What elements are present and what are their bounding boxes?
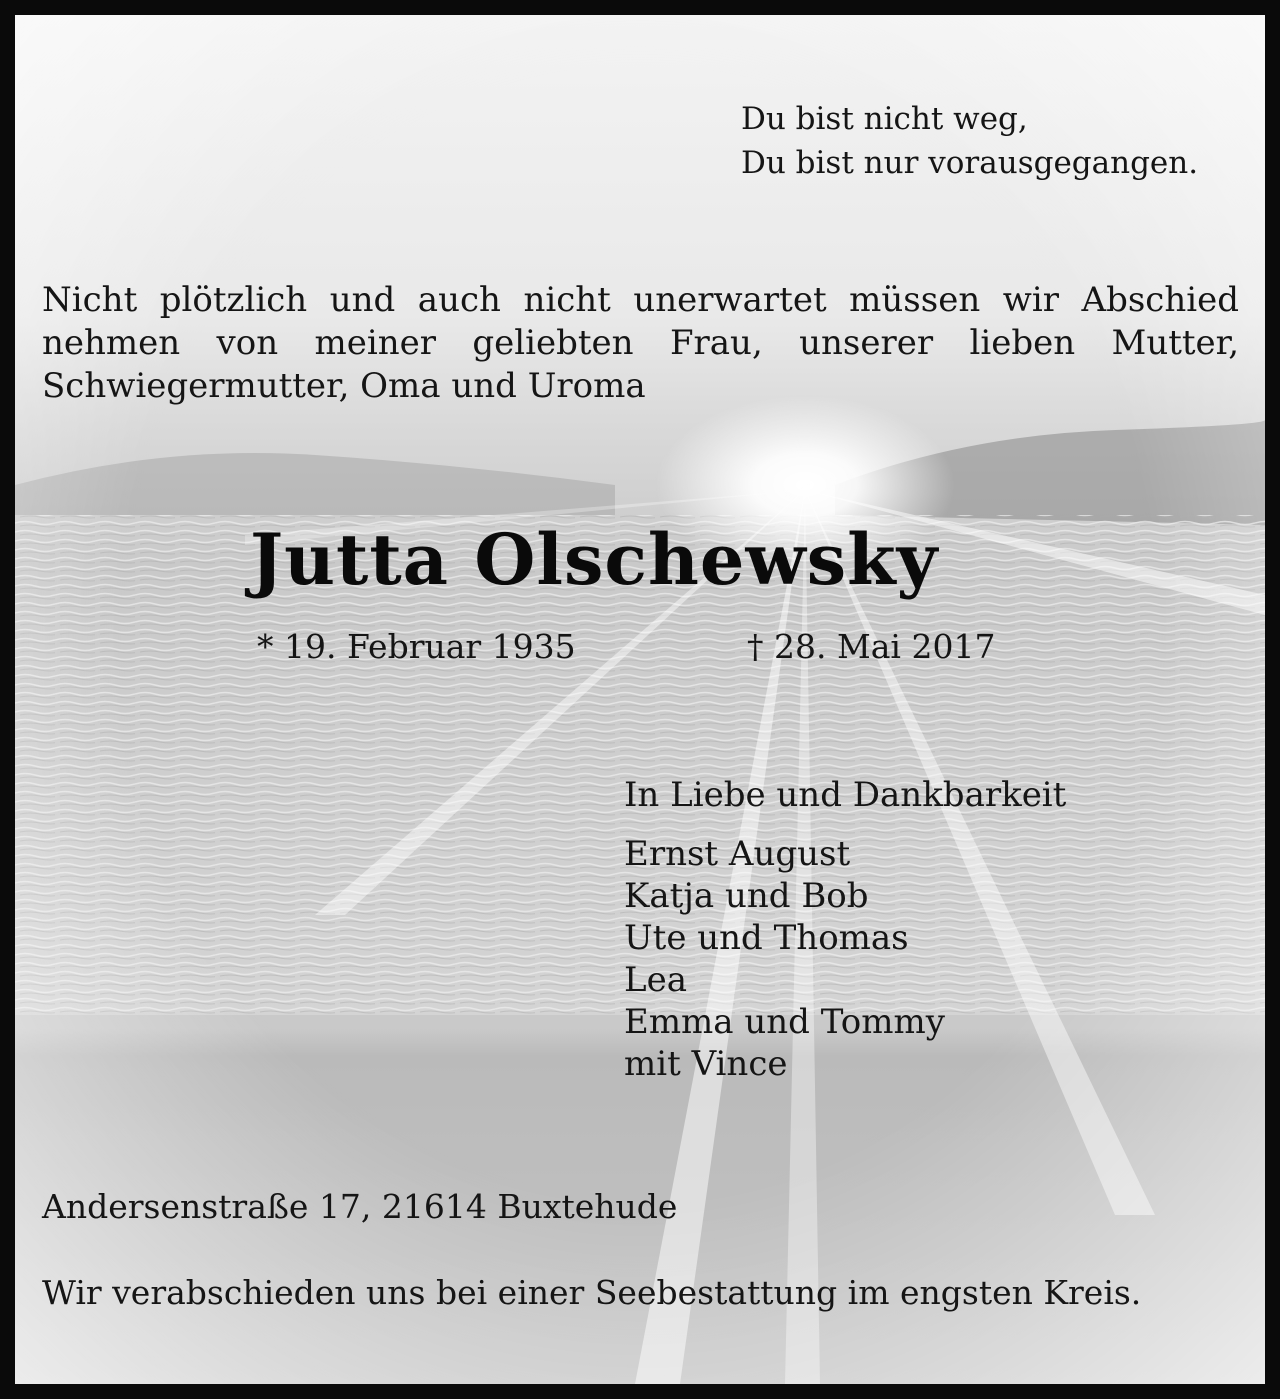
list-item: Lea xyxy=(624,960,687,1000)
list-item: Ute und Thomas xyxy=(624,918,909,958)
dedication-line: In Liebe und Dankbarkeit xyxy=(624,775,1067,815)
closing-line: Wir verabschieden uns bei einer Seebestattung im engsten Kreis. xyxy=(42,1273,1142,1312)
epigraph-quote xyxy=(741,97,1198,185)
death-date: † 28. Mai 2017 xyxy=(747,627,996,666)
list-item: Katja und Bob xyxy=(624,876,869,916)
sunset-sea-background xyxy=(15,15,1265,1384)
birth-date: * 19. Februar 1935 xyxy=(257,627,576,666)
address-line: Andersenstraße 17, 21614 Buxtehude xyxy=(42,1187,678,1226)
deceased-name: Jutta Olschewsky xyxy=(250,518,939,601)
mourners-list xyxy=(624,833,945,1085)
list-item: Ernst August xyxy=(624,834,851,874)
quote-line-1: Du bist nicht weg, xyxy=(741,101,1028,137)
intro-text: Nicht plötzlich und auch nicht unerwartet müssen wir Abschied nehmen von meiner geliebten Frau, unserer lieben Mutter, Schwiegermutter, Oma und Uroma xyxy=(42,280,1239,406)
list-item: mit Vince xyxy=(624,1044,788,1084)
quote-line-2: Du bist nur vorausgegangen. xyxy=(741,145,1199,181)
list-item: Emma und Tommy xyxy=(624,1002,945,1042)
